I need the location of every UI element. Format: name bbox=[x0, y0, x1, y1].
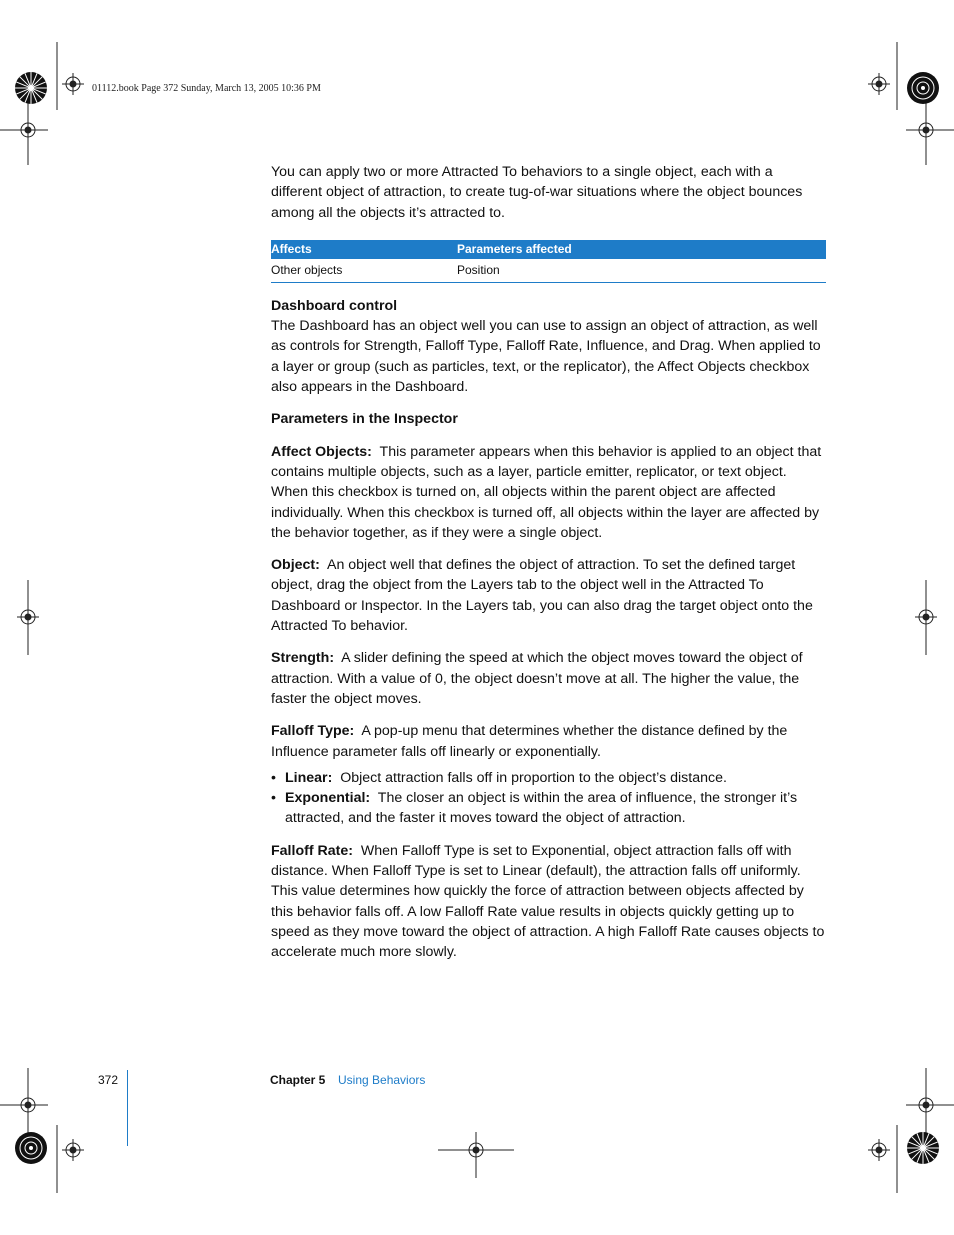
param-affect-objects bbox=[271, 442, 826, 543]
bullet-marker: • bbox=[271, 769, 276, 786]
registration-mark-icon bbox=[915, 606, 937, 628]
bullet-term: Linear: bbox=[285, 769, 333, 786]
inspector-heading: Parameters in the Inspector bbox=[271, 411, 458, 428]
table-cell: Position bbox=[457, 259, 826, 283]
param-term: Falloff Rate: bbox=[271, 842, 353, 859]
dashboard-paragraph: The Dashboard has an object well you can use to assign an object of attraction, as well as controls for Strength, Falloff Type, Falloff Rate, Influence, and Drag. When applied to a layer or group (such as particles, text, or the replicator), the Affect Objects checkbox also appears in the Dashboard. bbox=[271, 318, 821, 396]
param-falloff-type bbox=[271, 721, 826, 762]
table-header-parameters: Parameters affected bbox=[457, 240, 826, 259]
bullet-text: Object attraction falls off in proportion to the object’s distance. bbox=[340, 769, 727, 786]
intro-paragraph: You can apply two or more Attracted To behaviors to a single object, each with a different object of attraction, to create tug-of-war situations where the object bounces among all the objects it’s attracted to. bbox=[271, 164, 803, 221]
table-header-affects: Affects bbox=[271, 240, 457, 259]
param-term: Strength: bbox=[271, 650, 335, 667]
parameters-table bbox=[271, 240, 826, 283]
registration-mark-icon bbox=[868, 73, 890, 95]
param-term: Affect Objects: bbox=[271, 443, 372, 460]
starburst-target-icon bbox=[14, 71, 48, 105]
param-text: This parameter appears when this behavior is applied to an object that contains multiple objects, such as a layer, particle emitter, replicator, or text object. When this checkbox is turned on, all objects within the parent object are affected individually. When this checkbox is turned off, all objects within the layer are affected by the behavior together, as if they were a single object. bbox=[271, 443, 822, 541]
dashboard-heading: Dashboard control bbox=[271, 297, 398, 314]
param-falloff-rate bbox=[271, 841, 826, 963]
param-strength bbox=[271, 648, 826, 709]
param-text: When Falloff Type is set to Exponential, object attraction falls off with distance. When Falloff Type is set to Linear (default), the attraction falls off uniformly. This value determines how quickly the force of attraction between objects affected by this behavior falls off. A low Falloff Rate value results in objects quickly getting up to speed as they move toward the object of attraction. A high Falloff Rate causes objects to accelerate much more slowly. bbox=[271, 842, 825, 961]
print-header: 01112.book Page 372 Sunday, March 13, 2005 10:36 PM bbox=[92, 83, 321, 94]
page-number: 372 bbox=[98, 1073, 119, 1087]
registration-mark-icon bbox=[17, 606, 39, 628]
registration-mark-icon bbox=[915, 1094, 937, 1116]
param-object bbox=[271, 555, 826, 636]
registration-mark-icon bbox=[465, 1139, 487, 1161]
table-cell: Other objects bbox=[271, 259, 457, 283]
param-term: Falloff Type: bbox=[271, 723, 355, 740]
registration-mark-icon bbox=[915, 119, 937, 141]
starburst-target-icon bbox=[14, 1131, 48, 1165]
page-body bbox=[271, 162, 826, 963]
registration-mark-icon bbox=[62, 1139, 84, 1161]
footer-chapter-title: Using Behaviors bbox=[338, 1073, 426, 1087]
list-item bbox=[271, 788, 826, 829]
table-header-row bbox=[271, 240, 826, 259]
param-term: Object: bbox=[271, 557, 320, 574]
registration-mark-icon bbox=[62, 73, 84, 95]
starburst-target-icon bbox=[906, 71, 940, 105]
registration-mark-icon bbox=[868, 1139, 890, 1161]
list-item bbox=[271, 768, 826, 788]
bullet-text: The closer an object is within the area of influence, the stronger it’s attracted, and the faster it moves toward the object of attraction. bbox=[285, 790, 798, 827]
param-text: A pop-up menu that determines whether the distance defined by the Influence parameter falls off linearly or exponentially. bbox=[271, 723, 788, 760]
param-text: A slider defining the speed at which the object moves toward the object of attraction. With a value of 0, the object doesn’t move at all. The higher the value, the faster the object moves. bbox=[271, 650, 803, 707]
falloff-type-options bbox=[271, 768, 826, 829]
bullet-term: Exponential: bbox=[285, 790, 371, 807]
registration-mark-icon bbox=[17, 119, 39, 141]
table-row bbox=[271, 259, 826, 283]
starburst-target-icon bbox=[906, 1131, 940, 1165]
bullet-marker: • bbox=[271, 790, 276, 807]
param-text: An object well that defines the object of attraction. To set the defined target object, drag the object from the Layers tab to the object well in the Attracted To Dashboard or Inspector. In the Layers tab, you can also drag the target object onto the Attracted To behavior. bbox=[271, 557, 813, 635]
footer-chapter: Chapter 5 bbox=[270, 1073, 326, 1087]
footer-divider bbox=[127, 1070, 128, 1146]
registration-mark-icon bbox=[17, 1094, 39, 1116]
